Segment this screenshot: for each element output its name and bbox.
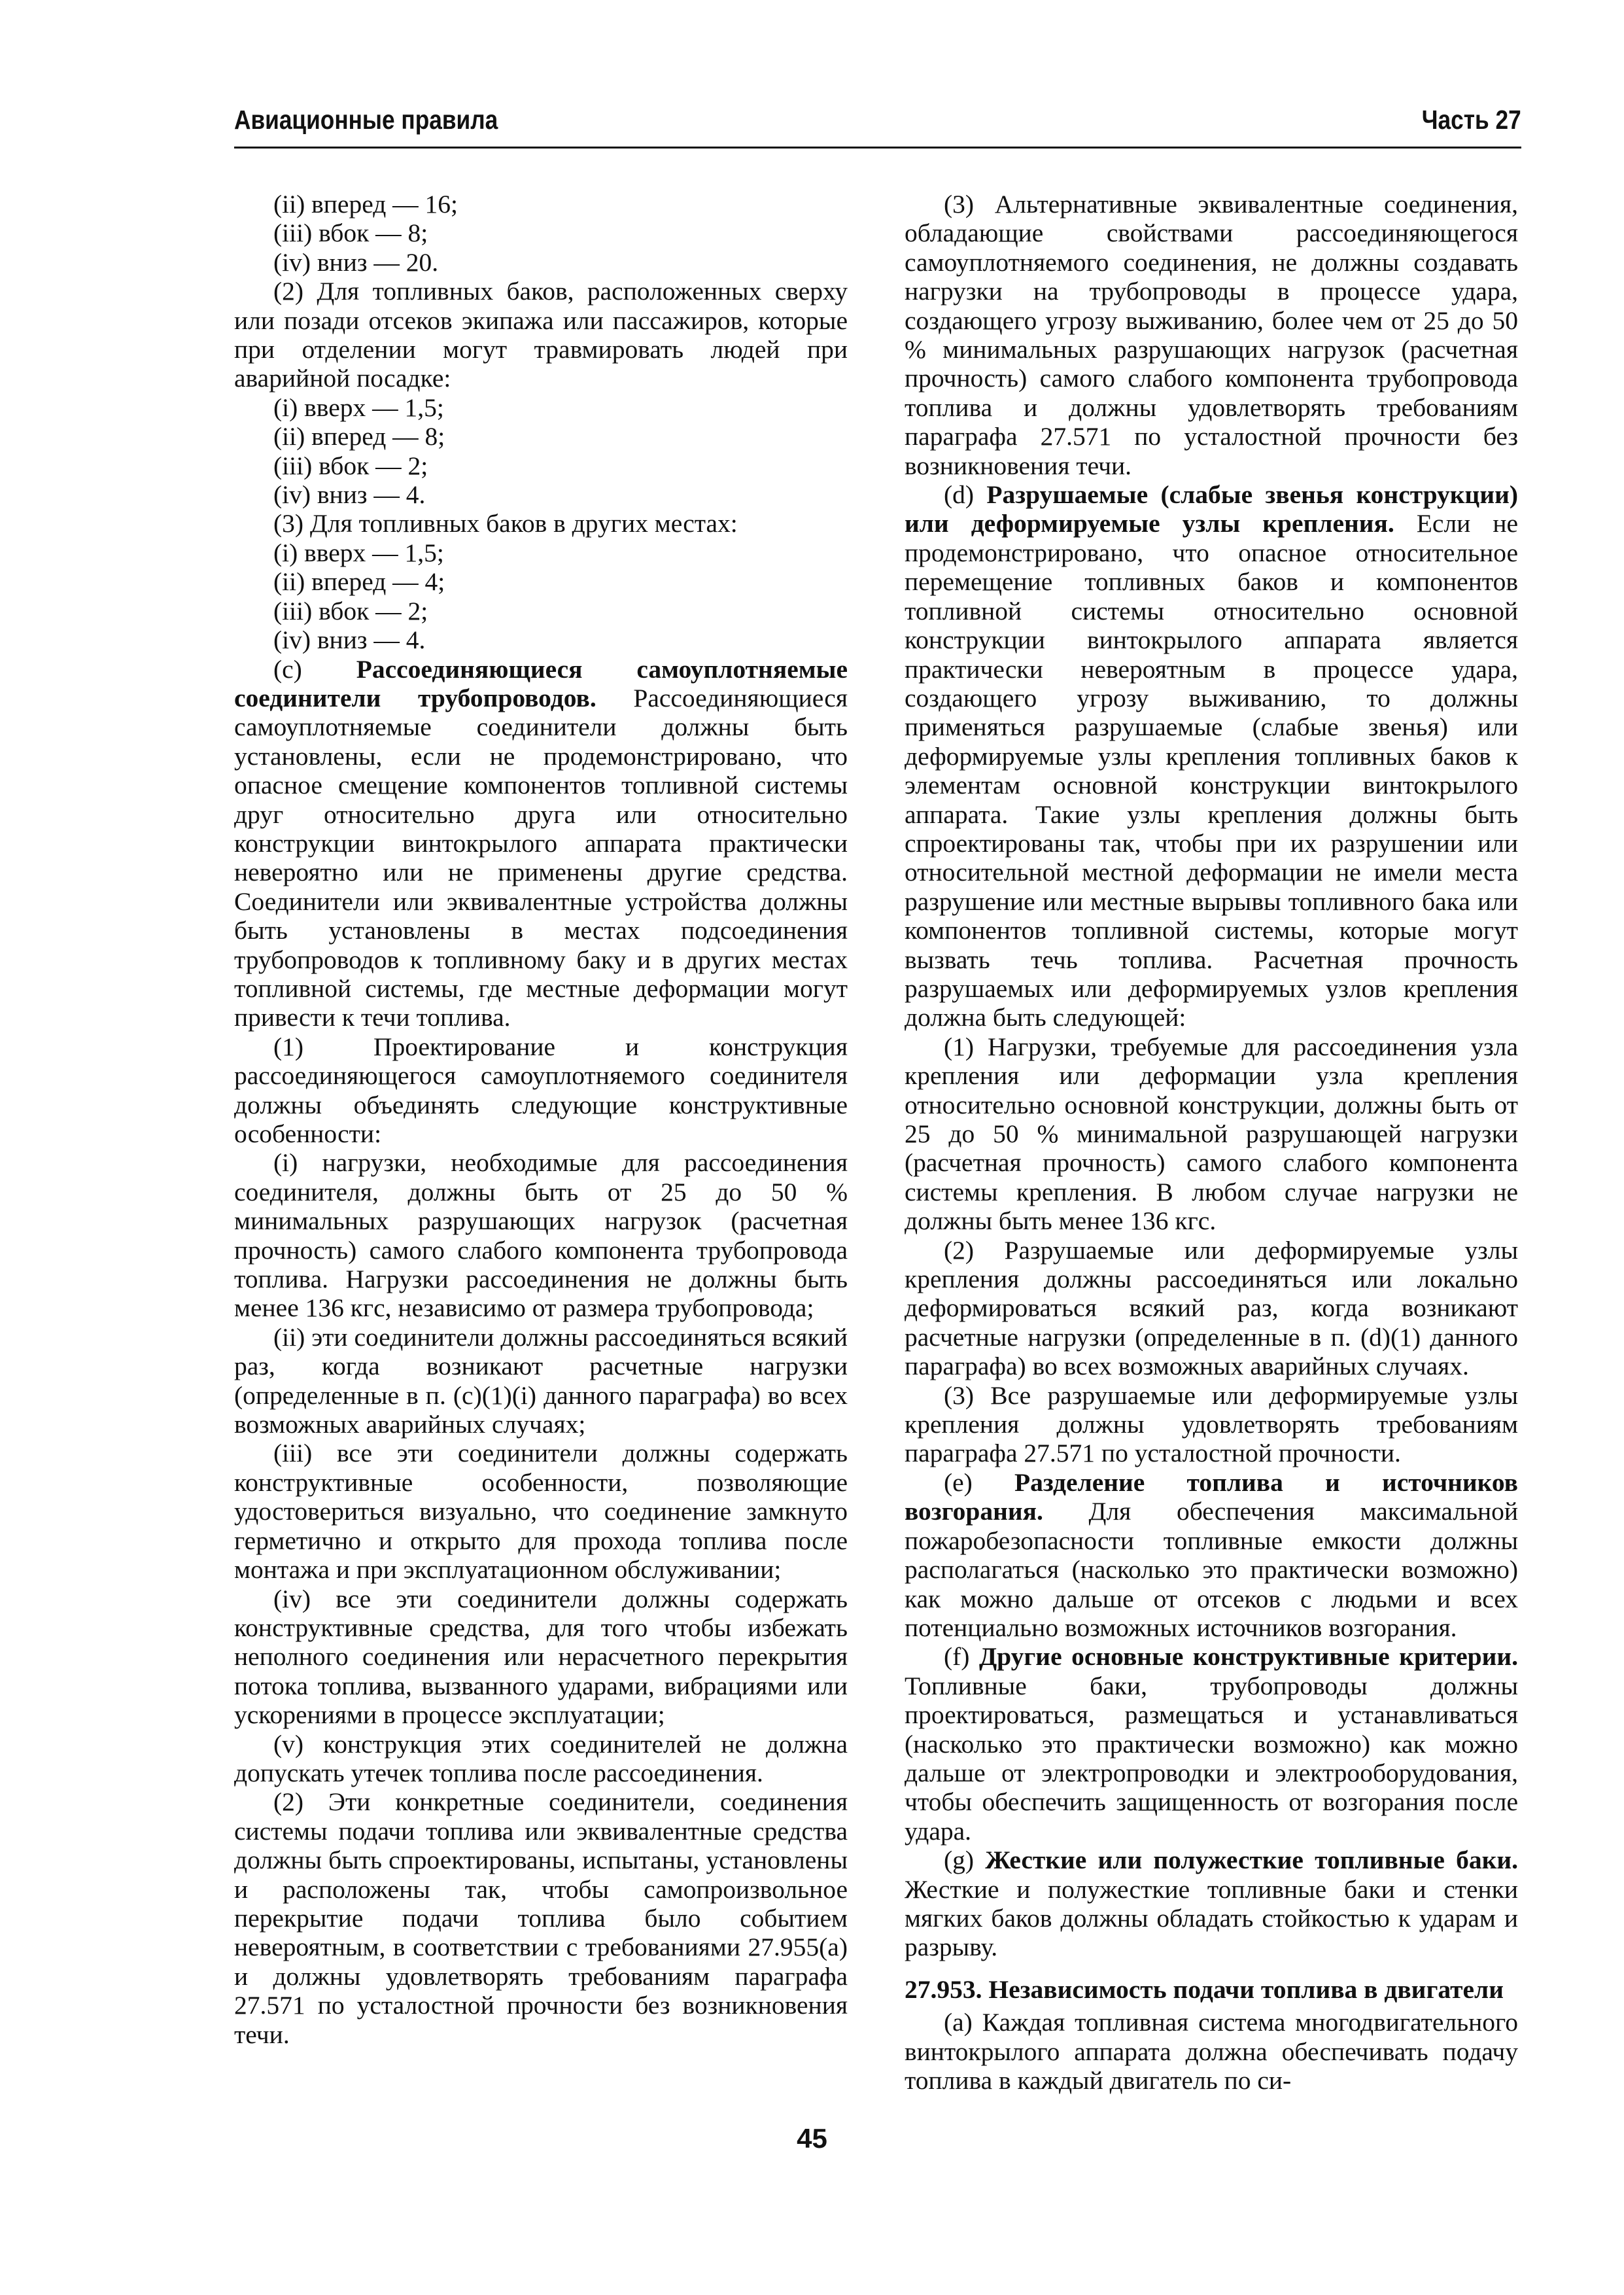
paragraph-heading: Другие основные конструктивные критерии. bbox=[979, 1642, 1518, 1672]
paragraph bbox=[234, 655, 848, 1032]
paragraph: (i) вверх — 1,5; bbox=[273, 538, 444, 567]
paragraph: (iv) вниз — 4. bbox=[273, 625, 426, 655]
left-text-column bbox=[234, 190, 848, 2049]
paragraph-heading: Разрушаемые (слабые звенья конструкции) или деформируемые узлы крепления. bbox=[905, 480, 1518, 538]
paragraph: (i) нагрузки, необходимые для рассоединения соединителя, должны быть от 25 до 50 % минимальных разрушающих нагрузок (расчетная прочность) самого слабого компонента трубопровода топлива. Нагрузки рассоединения не должны быть менее 136 кгс, независимо от размера трубопровода; bbox=[234, 1148, 848, 1323]
paragraph: (3) Альтернативные эквивалентные соединения, обладающие свойствами рассоединяющегося самоуплотняемого соединения, не должны создавать нагрузки на трубопроводы в процессе удара, создающего угрозу выживанию, более чем от 25 до 50 % минимальных разрушающих нагрузок (расчетная прочность) самого слабого компонента трубопровода топлива и должны удовлетворять требованиям параграфа 27.571 по усталостной прочности без возникновения течи. bbox=[905, 190, 1518, 480]
paragraph: (iv) вниз — 20. bbox=[273, 247, 439, 277]
paragraph bbox=[905, 1846, 1518, 1962]
paragraph-text: Топливные баки, трубопроводы должны проектироваться, размещаться и устанавливаться (насколько это практически возможно) как можно дальше от электропроводки и электрооборудования, чтобы обеспечить защищенность от возгорания после удара. bbox=[905, 1671, 1518, 1846]
paragraph-text: Рассоединяющиеся самоуплотняемые соединители должны быть установлены, если не продемонстрировано, что опасное смещение компонентов топливной системы друг относительно друга или относительно конструкции винтокрылого аппарата практически невероятно или не применены другие средства. Соединители или эквивалентные устройства должны быть установлены в местах подсоединения трубопроводов к топливному баку и в других местах топливной системы, где местные деформации могут привести к течи топлива. bbox=[234, 683, 848, 1032]
paragraph bbox=[905, 480, 1518, 1032]
paragraph-marker: (e) bbox=[944, 1467, 1015, 1497]
paragraph-heading: Жесткие или полужесткие топливные баки. bbox=[985, 1846, 1519, 1875]
section-heading-text: 27.953. Независимость подачи топлива в двигатели bbox=[905, 1974, 1504, 2004]
paragraph-text: Жесткие и полужесткие топливные баки и стенки мягких баков должны обладать стойкостью к ударам и разрыву. bbox=[905, 1874, 1518, 1962]
paragraph: (2) Эти конкретные соединители, соединения системы подачи топлива или эквивалентные средства должны быть спроектированы, испытаны, установлены и расположены так, чтобы самопроизвольное перекрытие подачи топлива было событием невероятным, в соответствии с требованиями 27.955(a) и должны удовлетворять требованиям параграфа 27.571 по усталостной прочности без возникновения течи. bbox=[234, 1787, 848, 2049]
paragraph: (ii) вперед — 8; bbox=[273, 422, 445, 451]
header-right-title: Часть 27 bbox=[1422, 105, 1521, 135]
paragraph: (iii) вбок — 8; bbox=[273, 219, 428, 248]
paragraph: (ii) эти соединители должны рассоединяться всякий раз, когда возникают расчетные нагрузки (определенные в п. (c)(1)(i) данного параграфа) во всех возможных аварийных случаях; bbox=[234, 1322, 848, 1439]
paragraph: (3) Для топливных баков в других местах: bbox=[273, 509, 738, 538]
paragraph: (ii) вперед — 16; bbox=[273, 190, 458, 219]
paragraph-heading: Разделение топлива и источников возгорания. bbox=[905, 1467, 1518, 1526]
running-header bbox=[234, 99, 1521, 149]
paragraph: (iii) вбок — 2; bbox=[273, 596, 428, 625]
paragraph: (v) конструкция этих соединителей не должна допускать утечек топлива после рассоединения. bbox=[234, 1729, 848, 1787]
paragraph bbox=[905, 1642, 1518, 1846]
paragraph: (a) Каждая топливная система многодвигательного винтокрылого аппарата должна обеспечивать подачу топлива в каждый двигатель по си- bbox=[905, 2008, 1518, 2095]
paragraph: (1) Нагрузки, требуемые для рассоединения узла крепления или деформации узла крепления относительно основной конструкции, должны быть от 25 до 50 % минимальной разрушающей нагрузки (расчетная прочность) самого слабого компонента системы крепления. В любом случае нагрузки не должны быть менее 136 кгс. bbox=[905, 1032, 1518, 1236]
paragraph: (3) Все разрушаемые или деформируемые узлы крепления должны удовлетворять требованиям параграфа 27.571 по усталостной прочности. bbox=[905, 1380, 1518, 1468]
paragraph: (2) Разрушаемые или деформируемые узлы крепления должны рассоединяться или локально деформироваться всякий раз, когда возникают расчетные нагрузки (определенные в п. (d)(1) данного параграфа) во всех возможных аварийных случаях. bbox=[905, 1235, 1518, 1381]
section-heading bbox=[905, 1975, 1518, 2004]
paragraph-marker: (d) bbox=[944, 480, 987, 510]
paragraph-heading: Рассоединяющиеся самоуплотняемые соединители трубопроводов. bbox=[234, 654, 848, 712]
paragraph-text: Если не продемонстрировано, что опасное относительное перемещение топливных баков и компонентов топливной системы относительно основной конструкции винтокрылого аппарата является практически невероятным в процессе удара, создающего угрозу выживанию, то должны применяться разрушаемые (слабые звенья) или деформируемые узлы крепления топливных баков к элементам основной конструкции винтокрылого аппарата. Такие узлы крепления должны быть спроектированы так, чтобы при их разрушении или относительной местной деформации не имели места разрушение или местные вырывы топливного бака или компонентов топливной системы, которые могут вызвать течь топлива. Расчетная прочность разрушаемых или деформируемых узлов крепления должна быть следующей: bbox=[905, 509, 1518, 1032]
paragraph: (iii) все эти соединители должны содержать конструктивные особенности, позволяющие удостовериться визуально, что соединение замкнуто герметично и открыто для прохода топлива после монтажа и при эксплуатационном обслуживании; bbox=[234, 1439, 848, 1585]
header-left-title: Авиационные правила bbox=[234, 105, 498, 135]
paragraph: (i) вверх — 1,5; bbox=[273, 393, 444, 422]
paragraph: (iii) вбок — 2; bbox=[273, 451, 428, 480]
page-number: 45 bbox=[797, 2123, 827, 2154]
paragraph-text: Для обеспечения максимальной пожаробезопасности топливные емкости должны располагаться (насколько это практически возможно) как можно дальше от отсеков с людьми и всех потенциально возможных источников возгорания. bbox=[905, 1497, 1518, 1642]
right-text-column bbox=[905, 190, 1518, 2095]
paragraph-marker: (g) bbox=[944, 1846, 986, 1875]
paragraph: (2) Для топливных баков, расположенных сверху или позади отсеков экипажа или пассажиров, которые при отделении могут травмировать людей при аварийной посадке: bbox=[234, 277, 848, 393]
paragraph-marker: (f) bbox=[944, 1642, 979, 1672]
paragraph: (iv) все эти соединители должны содержать конструктивные средства, для того чтобы избежать неполного соединения или нерасчетного перекрытия потока топлива, вызванного ударами, вибрациями или ускорениями в процессе эксплуатации; bbox=[234, 1584, 848, 1730]
paragraph: (iv) вниз — 4. bbox=[273, 480, 426, 510]
paragraph-marker: (c) bbox=[273, 654, 356, 684]
paragraph: (1) Проектирование и конструкция рассоединяющегося самоуплотняемого соединителя должны объединять следующие конструктивные особенности: bbox=[234, 1032, 848, 1148]
paragraph: (ii) вперед — 4; bbox=[273, 567, 445, 597]
paragraph bbox=[905, 1468, 1518, 1642]
